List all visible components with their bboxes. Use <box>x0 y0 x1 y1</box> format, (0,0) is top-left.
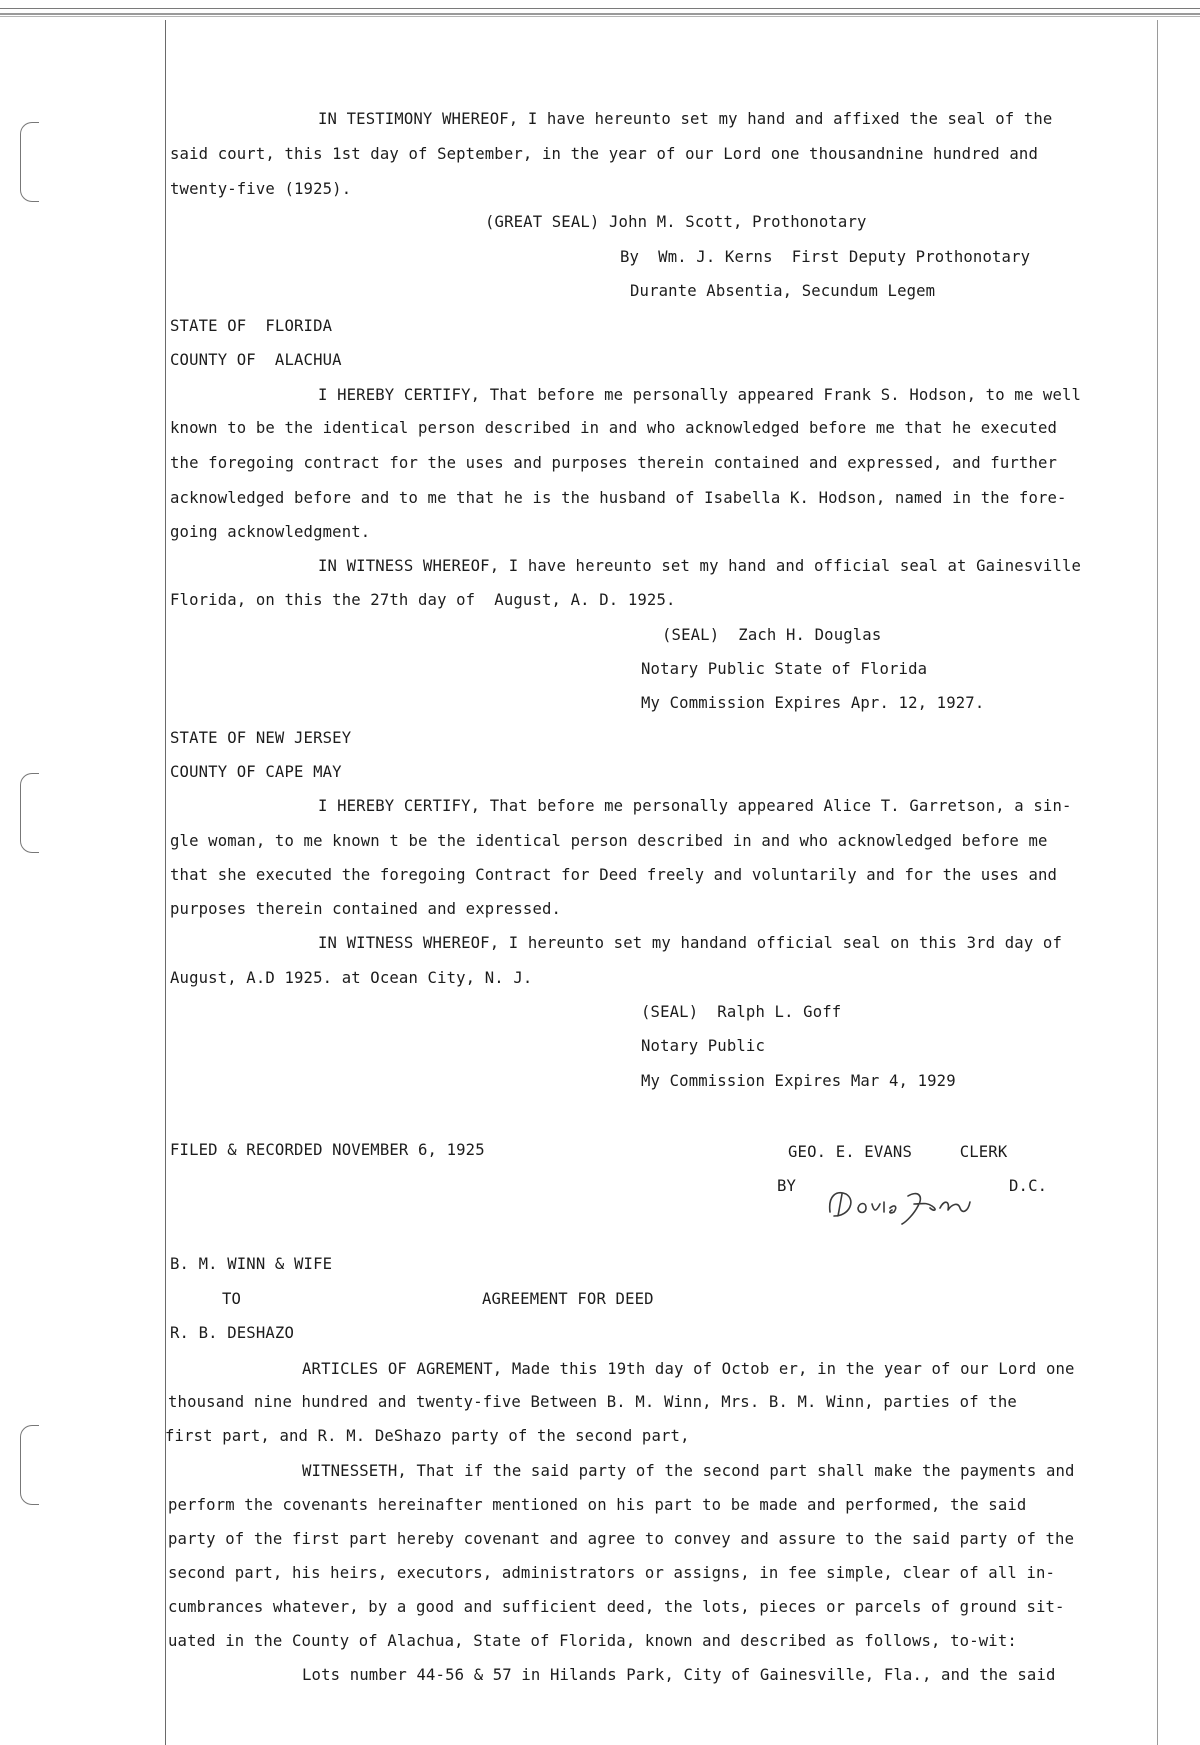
document-line: GEO. E. EVANS CLERK <box>788 1143 1008 1161</box>
document-line: perform the covenants hereinafter mentioned on his part to be made and performed, the said <box>168 1496 1027 1514</box>
document-line: COUNTY OF CAPE MAY <box>170 763 342 781</box>
document-line: I HEREBY CERTIFY, That before me personally appeared Alice T. Garretson, a sin- <box>318 797 1072 815</box>
document-line: Florida, on this the 27th day of August, A. D. 1925. <box>170 591 676 609</box>
document-line: (SEAL) Zach H. Douglas <box>662 626 882 644</box>
document-line: purposes therein contained and expressed. <box>170 900 562 918</box>
top-rule <box>0 8 1200 15</box>
document-line: IN WITNESS WHEREOF, I have hereunto set my hand and official seal at Gainesville <box>318 557 1082 575</box>
binder-hole <box>20 773 39 853</box>
top-rule-thin <box>0 16 1200 17</box>
document-line: B. M. WINN & WIFE <box>170 1255 333 1273</box>
document-line: cumbrances whatever, by a good and sufficient deed, the lots, pieces or parcels of ground sit- <box>168 1598 1065 1616</box>
document-line: acknowledged before and to me that he is the husband of Isabella K. Hodson, named in the fore- <box>170 489 1067 507</box>
document-line: STATE OF FLORIDA <box>170 317 333 335</box>
clerk-handwritten-signature <box>822 1182 992 1226</box>
document-line: IN TESTIMONY WHEREOF, I have hereunto set my hand and affixed the seal of the <box>318 110 1053 128</box>
document-line: the foregoing contract for the uses and purposes therein contained and expressed, and further <box>170 454 1058 472</box>
document-line: IN WITNESS WHEREOF, I hereunto set my handand official seal on this 3rd day of <box>318 934 1062 952</box>
document-line: TO <box>222 1290 242 1308</box>
right-page-edge <box>1157 20 1158 1745</box>
document-line: party of the first part hereby covenant and agree to convey and assure to the said party of the <box>168 1530 1075 1548</box>
document-line: going acknowledgment. <box>170 523 371 541</box>
document-line: By Wm. J. Kerns First Deputy Prothonotary <box>620 248 1031 266</box>
document-line: twenty-five (1925). <box>170 180 352 198</box>
binder-hole <box>20 122 39 202</box>
document-line: uated in the County of Alachua, State of Florida, known and described as follows, to-wit: <box>168 1632 1017 1650</box>
document-line: Notary Public State of Florida <box>641 660 928 678</box>
document-line: R. B. DESHAZO <box>170 1324 294 1342</box>
document-line: Notary Public <box>641 1037 765 1055</box>
document-line: BY <box>777 1177 797 1195</box>
document-line: Lots number 44-56 & 57 in Hilands Park, City of Gainesville, Fla., and the said <box>302 1666 1056 1684</box>
document-line: that she executed the foregoing Contract for Deed freely and voluntarily and for the uses and <box>170 866 1058 884</box>
document-line: thousand nine hundred and twenty-five Between B. M. Winn, Mrs. B. M. Winn, parties of the <box>168 1393 1017 1411</box>
document-line: Durante Absentia, Secundum Legem <box>630 282 936 300</box>
document-line: AGREEMENT FOR DEED <box>482 1290 654 1308</box>
document-line: first part, and R. M. DeShazo party of the second part, <box>165 1427 690 1445</box>
document-line: gle woman, to me known t be the identical person described in and who acknowledged before me <box>170 832 1048 850</box>
document-line: said court, this 1st day of September, in the year of our Lord one thousandnine hundred and <box>170 145 1038 163</box>
document-line: (SEAL) Ralph L. Goff <box>641 1003 842 1021</box>
document-line: FILED & RECORDED NOVEMBER 6, 1925 <box>170 1141 485 1159</box>
document-line: August, A.D 1925. at Ocean City, N. J. <box>170 969 533 987</box>
document-line: COUNTY OF ALACHUA <box>170 351 342 369</box>
document-line: My Commission Expires Apr. 12, 1927. <box>641 694 985 712</box>
document-line: D.C. <box>1009 1177 1048 1195</box>
document-line: (GREAT SEAL) John M. Scott, Prothonotary <box>485 213 867 231</box>
binder-hole <box>20 1425 39 1505</box>
document-line: My Commission Expires Mar 4, 1929 <box>641 1072 956 1090</box>
left-margin-rule <box>165 20 166 1745</box>
document-line: known to be the identical person described in and who acknowledged before me that he executed <box>170 419 1058 437</box>
document-line: STATE OF NEW JERSEY <box>170 729 352 747</box>
document-line: I HEREBY CERTIFY, That before me personally appeared Frank S. Hodson, to me well <box>318 386 1082 404</box>
document-line: second part, his heirs, executors, administrators or assigns, in fee simple, clear of all in- <box>168 1564 1056 1582</box>
document-line: ARTICLES OF AGREMENT, Made this 19th day of Octob er, in the year of our Lord one <box>302 1360 1075 1378</box>
document-line: WITNESSETH, That if the said party of the second part shall make the payments and <box>302 1462 1075 1480</box>
